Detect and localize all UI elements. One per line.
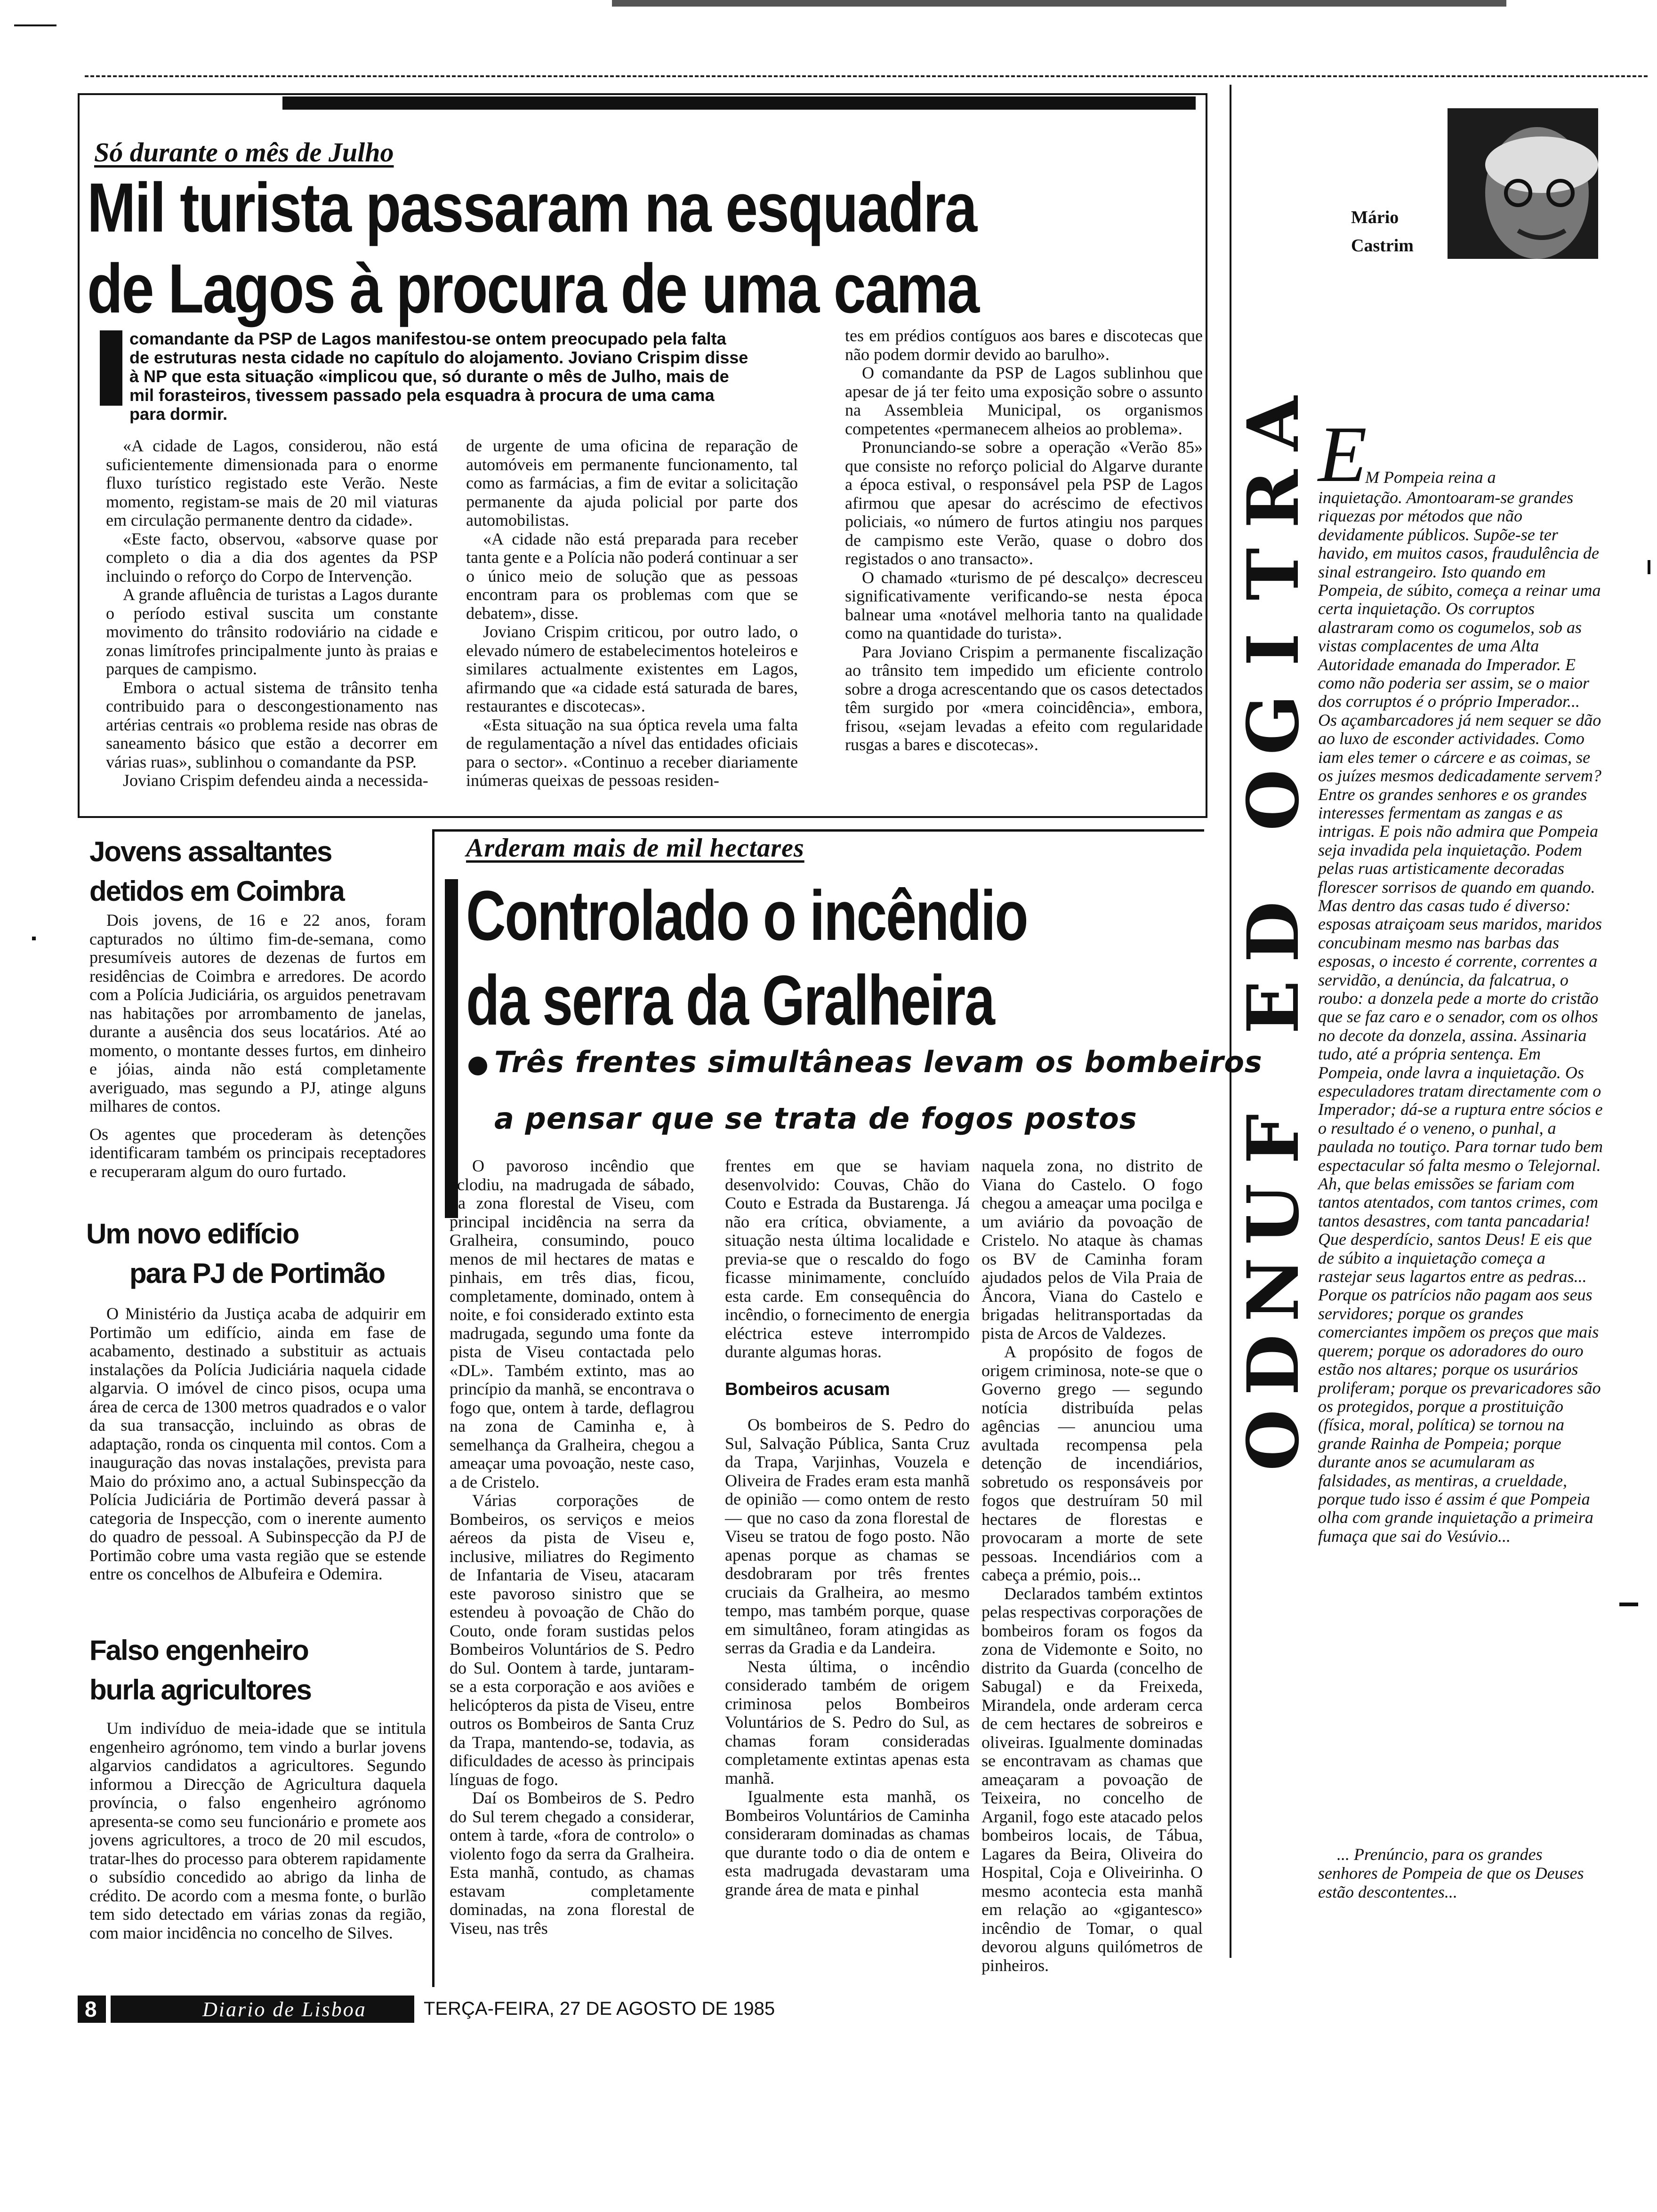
paragraph: Pronunciando-se sobre a operação «Verão 85» que consiste no reforço policial do Algarve durante a época estival, o responsável pela PSP de Lagos afirmou que apesar do acréscimo de efectivos policiais, «o número de furtos atingiu nos parques de campismo este Verão, quase o dobro dos registados o ano transacto». [845, 438, 1203, 568]
margin-mark [1619, 1603, 1638, 1606]
fire-story-headline-1: Controlado o incêndio [466, 876, 1028, 955]
author-portrait-image [1448, 108, 1598, 259]
brief-jovens [78, 832, 426, 1181]
title-letter: G [1232, 694, 1315, 755]
title-letter: F [1232, 1114, 1315, 1164]
fire-story-col1 [450, 1157, 694, 1938]
footer-page-number: 8 [85, 1997, 97, 2021]
column-dropcap: E [1318, 410, 1367, 498]
paragraph: O comandante da PSP de Lagos sublinhou que apesar de já ter feito uma exposição sobre o assunto na Assembleia Municipal, os organismos competentes «permanecem alheios ao problema». [845, 363, 1203, 438]
main-story-lead: comandante da PSP de Lagos manifestou-se ontem preocupado pela falta de estruturas nesta cidade no capítulo do alojamento. Joviano Crispim disse à NP que esta situação «implicou que, só durante o mês de Julho, mais de mil forasteiros, tivessem passado pela esquadra à procura de uma cama para dormir. [129, 329, 748, 424]
column-vertical-title [1230, 386, 1319, 1478]
fire-story-deck-1: Três frentes simultâneas levam os bombeiros [494, 1045, 1263, 1079]
paragraph: «A cidade de Lagos, considerou, não está suficientemente dimensionada para o enorme fluxo turístico registado este Verão. Neste momento, registam-se mais de 20 mil viaturas em circulação permanente dentro da cidade». [106, 436, 438, 529]
title-letter: E [1232, 980, 1315, 1034]
title-letter: N [1232, 1257, 1315, 1322]
paragraph: O chamado «turismo de pé descalço» decresceu significativamente verificando-se nesta época balnear uma «notável melhoria tanto na qualidade como na quantidade do turista». [845, 568, 1203, 642]
top-edge-rule [612, 0, 1506, 7]
author-last-name: Castrim [1351, 236, 1414, 256]
fire-story-rule-h [432, 829, 1204, 832]
brief-headline-1: Jovens assaltantes [89, 836, 332, 867]
paragraph: Um indivíduo de meia-idade que se intitula engenheiro agrónomo, tem vindo a burlar jovens algarvios candidatos a agricultores. Segundo informou a Direcção de Agricultura daquela província, o falso engenheiro agrónomo apresenta-se como seu funcionário e promete aos jovens agricultores, a troco de 20 mil escudos, tratar-lhes do processo para obterem rapidamente o subsídio concedido ao abrigo da linha de crédito. De acordo com a mesma fonte, o burlão tem sido detectado em várias zonas da região, com maior incidência no concelho de Silves. [89, 1719, 426, 1942]
title-letter [1230, 838, 1310, 894]
paragraph: A grande afluência de turistas a Lagos durante o período estival suscita um constante movimento do trânsito rodoviário na cidade e zonas limítrofes principalmente junto às praias e parques de campismo. [106, 585, 438, 678]
paragraph: Daí os Bombeiros de S. Pedro do Sul terem chegado a considerar, ontem à tarde, «fora de controlo» o violento fogo da serra da Gralheira. Esta manhã, contudo, as chamas estavam completamente dominadas, na zona florestal de Viseu, nas três [450, 1788, 694, 1938]
title-letter: R [1232, 469, 1315, 529]
title-letter: O [1232, 769, 1315, 831]
brief-headline-2: para PJ de Portimão [129, 1258, 385, 1289]
paragraph: naquela zona, no distrito de Viana do Castelo. O fogo chegou a ameaçar uma pocilga e um aviário da povoação de Cristelo. No ataque às chamas os BV de Caminha foram ajudados pelos de Vila Praia de Âncora, Viana do Castelo e brigadas helitransportadas da pista de Arcos de Valdezes. [981, 1156, 1203, 1343]
main-story-col3 [845, 327, 1203, 754]
fire-story-subhead: Bombeiros acusam [725, 1379, 890, 1399]
column-first-line: M Pompeia reina a [1365, 468, 1496, 487]
paragraph: «Este facto, observou, «absorve quase por completo o dia a dia dos agentes da PSP incluindo o reforço do Corpo de Intervenção. [106, 529, 438, 585]
brief-portimao [78, 1214, 426, 1584]
title-letter: D [1232, 1334, 1315, 1396]
main-story-col2 [466, 437, 798, 790]
paragraph: Igualmente esta manhã, os Bombeiros Voluntários de Caminha consideraram dominadas as chamas que durante todo o dia de ontem e esta madrugada devastaram uma grande área de mata e pinhal [725, 1787, 970, 1899]
main-story-col1 [106, 437, 438, 790]
paragraph: «A cidade não está preparada para receber tanta gente e a Polícia não poderá continuar a ser o único meio de solução que as pessoas encontram para os problemas com que se debatem», disse. [466, 529, 798, 623]
brief-falso-engenheiro [78, 1631, 426, 1942]
paragraph: Joviano Crispim defendeu ainda a necessida- [123, 771, 428, 790]
fire-story-deck-2: a pensar que se trata de fogos postos [494, 1101, 1137, 1136]
title-letter: T [1232, 548, 1315, 601]
top-rule [14, 24, 56, 26]
paragraph: Embora o actual sistema de trânsito tenha contribuido para o descongestionamento nas artérias centrais «o problema reside nas obras de saneamento básico que estão a decorrer em várias ruas», sublinhou o comandante da PSP. [106, 678, 438, 771]
main-story-headline-1: Mil turista passaram na esquadra [87, 169, 976, 247]
footer-paper-name: Diario de Lisboa [202, 1998, 367, 2021]
paragraph: Os agentes que procederam às detenções identificaram também os principais receptadores e recuperaram algum do ouro furtado. [89, 1124, 426, 1181]
paragraph: tes em prédios contíguos aos bares e discotecas que não podem dormir devido ao barulho». [845, 326, 1203, 364]
fire-story-bullet [468, 1057, 487, 1075]
column-closing: ... Prenúncio, para os grandes senhores de Pompeia de que os Deuses estão descontentes... [1318, 1845, 1584, 1901]
paragraph: Para Joviano Crispim a permanente fiscalização ao trânsito tem impedido um eficiente controlo sobre a droga acrescentando que os casos detectados têm surgido por «mera coincidência», embora, frisou, «sejam levadas a efeito com regularidade rusgas a bares e discotecas». [845, 642, 1203, 754]
main-story-dropcap: O [100, 330, 122, 406]
brief-headline-1: Um novo edifício [86, 1218, 299, 1250]
paragraph: Várias corporações de Bombeiros, os serviços e meios aéreos da pista de Viseu e, inclusive, miliatres do Regimento de Infantaria de Viseu, atacaram este pavoroso sinistro que se estendeu à povoação de Chão do Couto, onde foram sustidas pelos Bombeiros Voluntários de S. Pedro do Sul. Oontem à tarde, juntaram-se a esta corporação e aos aviões e helicópteros da pista de Viseu, entre outros os Bombeiros de Santa Cruz da Trapa, mantendo-se, todavia, as dificuldades de acesso às principais línguas de fogo. [450, 1491, 694, 1789]
title-letter [1230, 1045, 1310, 1101]
brief-headline-2: detidos em Coimbra [89, 875, 344, 907]
column-text: inquietação. Amontoaram-se grandes riquezas por métodos que não devidamente públicos. Supõe-se ter havido, em muitos casos, fraudulência de sinal estrangeiro. Isto quando em Pompeia, de súbito, começa a reinar uma certa inquietação. Os corruptos alastraram como os cogumelos, sob as vistas complacentes de uma Alta Autoridade emanada do Imperador. E como não poderia ser assim, se o maior dos corruptos é o próprio Imperador... Os açambarcadores já nem sequer se dão ao luxo de esconder actividades. Como iam eles temer o cárcere e as coimas, se os juízes mesmos dedicadamente servem? Entre os grandes senhores e os grandes interesses fermentam as zangas e as intrigas. E pois não admira que Pompeia seja invadida pela inquietação. Podem pelas ruas artisticamente decoradas florescer sorrisos de quando em quando. Mas dentro das casas tudo é diverso: esposas atraiçoam seus maridos, maridos concubinam mesmo nas barbas das esposas, o incesto é corrente, correntes a servidão, a denúncia, da falcatrua, o roubo: a donzela pede a morte do cristão que se faz caro e o senador, com os olhos no decote da donzela, assina. Assinaria tudo, até a própria sentença. Em Pompeia, onde lavra a inquietação. Os especuladores tratam directamente com o Imperador; dá-se a ruptura entre sócios e o resultado é o veneno, o punhal, a paulada no toutiço. Para tornar tudo bem espectacular só falta mesmo o Telejornal. Ah, que belas emissões se fariam com tantos atentados, com tantos crimes, com tantos desastres, com tanta pancadaria! Que desperdício, santos Deus! E eis que de súbito a inquietação começa a rastejar seus lagartos entre as pedras... Porque os patrícios não pagam aos seus servidores; porque os grandes comerciantes impõem os preços que mais querem; porque os adoradores do ouro estão nos altares; porque os usurários proliferam; porque os prevaricadores são os protegidos, porque a prostituição (física, moral, política) se tornou na grande Rainha de Pompeia; porque durante anos se acumularam as falsidades, as mentiras, a crueldade, porque tudo isso é assim é que Pompeia olha com grande inquietação a primeira fumaça que sai do Vesúvio... [1318, 488, 1603, 1546]
brief-headline-1: Falso engenheiro [89, 1635, 308, 1666]
paragraph: Joviano Crispim criticou, por outro lado, o elevado número de estabelecimentos hoteleiros e similares actualmente existentes em Lagos, afirmando que «a cidade está saturada de bares, restaurantes e discotecas». [466, 622, 798, 715]
paragraph: de urgente de uma oficina de reparação de automóveis em permanente funcionamento, tal como as farmácias, a fim de evitar a solicitação permanente da ajuda policial por parte dos automobilistas. [466, 436, 798, 529]
paragraph: A propósito de fogos de origem criminosa, note-se que o Governo grego — segundo notícia distribuída pelas agências — anunciou uma avultada recompensa pela detenção de incendiários, sobretudo os responsáveis por fogos que destruíram 50 mil hectares de florestas e provocaram a morte de sete pessoas. Incendiários com a cabeça a prémio, pois... [981, 1342, 1203, 1584]
margin-mark [1648, 560, 1650, 574]
author-first-name: Mário [1351, 208, 1399, 227]
brief-headline-2: burla agricultores [89, 1674, 311, 1706]
paragraph: Nesta última, o incêndio considerado também de origem criminosa pelos Bombeiros Voluntários de S. Pedro do Sul, as chamas foram consideradas completamente extintas apenas esta manhã. [725, 1657, 970, 1787]
main-story-kicker: Só durante o mês de Julho [94, 137, 394, 168]
fire-story-col3 [981, 1157, 1203, 1975]
paragraph: frentes em que se haviam desenvolvido: Couvas, Chão do Couto e Estrada da Bustarenga. Já não era crítica, obviamente, a situação nesta última localidade e previa-se que o rescaldo do fogo ficasse minimamente, concluído esta carde. Em consequência do incêndio, o fornecimento de energia eléctrica esteve interrompido durante algumas horas. [725, 1156, 970, 1361]
fire-story-col2 [725, 1157, 970, 1899]
title-letter: I [1232, 633, 1315, 666]
title-letter: O [1232, 1409, 1315, 1471]
title-letter: A [1232, 396, 1315, 451]
paragraph: Os bombeiros de S. Pedro do Sul, Salvação Pública, Santa Cruz da Trapa, Varjinhas, Vouzela e Oliveira de Frades eram esta manhã de opinião — como ontem de resto — que no caso da zona florestal de Viseu se tratou de fogo posto. Não apenas porque as chamas se desdobraram por três frentes cruciais da Gralheira, ao mesmo tempo, mas também porque, quase em simultâneo, foram atingidas as serras da Gradia e da Landeira. [725, 1415, 970, 1657]
main-story-topbar [282, 96, 1196, 110]
paragraph: O pavoroso incêndio que eclodiu, na madrugada de sábado, na zona florestal de Viseu, com principal incidência na serra da Gralheira, consumindo, pouco menos de mil hectares de matas e pinhais, em três dias, ficou, completamente, dominado, ontem à noite, e foi considerado extinto esta madrugada, segundo uma fonte da pista de Viseu contactada pelo «DL». Também extinto, mas ao princípio da manhã, se encontrava o fogo que, ontem à tarde, deflagrou na zona de Caminha e, à semelhança da Gralheira, chegou a ameaçar uma povoação, neste caso, a de Cristelo. [450, 1156, 694, 1491]
author-photo [1448, 108, 1598, 259]
title-letter: D [1232, 901, 1315, 963]
title-letter: U [1232, 1183, 1315, 1245]
footer-date: TERÇA-FEIRA, 27 DE AGOSTO DE 1985 [424, 1998, 775, 2019]
margin-mark [32, 937, 36, 940]
paragraph: O Ministério da Justiça acaba de adquirir em Portimão um edifício, ainda em fase de acabamento, destinado a substituir as actuais instalações da Polícia Judiciária naquela cidade algarvia. O imóvel de cinco pisos, ocupa uma área de cerca de 1300 metros quadrados e o valor da sua transacção, incluindo as obras de adaptação, ronda os cinquenta mil contos. Com a inauguração das novas instalações, prevista para Maio do próximo ano, a actual Subinspecção da Polícia Judiciária de Portimão deverá passar à categoria de Inspecção, com o inerente aumento do quadro de pessoal. A Subinspecção da PJ de Portimão cobre uma vasta região que se estende entre os concelhos de Albufeira e Odemira. [89, 1304, 426, 1583]
fire-story-kicker: Arderam mais de mil hectares [466, 834, 804, 863]
paragraph: «Esta situação na sua óptica revela uma falta de regulamentação a nível das entidades oficiais para o sector». «Continuo a receber diariamente inúmeras queixas de pessoas residen- [466, 715, 798, 790]
dashed-rule [85, 75, 1648, 77]
paragraph: Declarados também extintos pelas respectivas corporações de bombeiros foram os fogos da zona de Videmonte e Soito, no distrito da Guarda (concelho de Sabugal) e da Freixeda, Mirandela, onde arderam cerca de cem hectares de sobreiros e oliveiras. Igualmente dominadas se encontravam as chamas que ameaçaram a povoação de Teixeira, no concelho de Arganil, fogo este atacado pelos bombeiros locais, de Tábua, Lagares da Beira, Oliveira do Hospital, Coja e Oliveirinha. O mesmo acontecia esta manhã em relação ao «gigantesco» incêndio de Tomar, o qual devorou alguns quilómetros de pinheiros. [981, 1584, 1203, 1975]
fire-story-headline-2: da serra da Gralheira [466, 961, 994, 1040]
fire-story-rule-v [432, 829, 434, 1987]
main-story-headline-2: de Lagos à procura de uma cama [87, 250, 979, 328]
paragraph: Dois jovens, de 16 e 22 anos, foram capturados no último fim-de-semana, como presumíveis autores de dezenas de furtos em residências de Coimbra e arredores. De acordo com a Polícia Judiciária, os arguidos penetravam nas habitações por arrombamento de janelas, durante a ausência dos seus locatários. Até ao momento, o montante desses furtos, em dinheiro e jóias, ainda não está completamente averiguado, mas segundo a PJ, atinge alguns milhares de contos. [89, 911, 426, 1115]
